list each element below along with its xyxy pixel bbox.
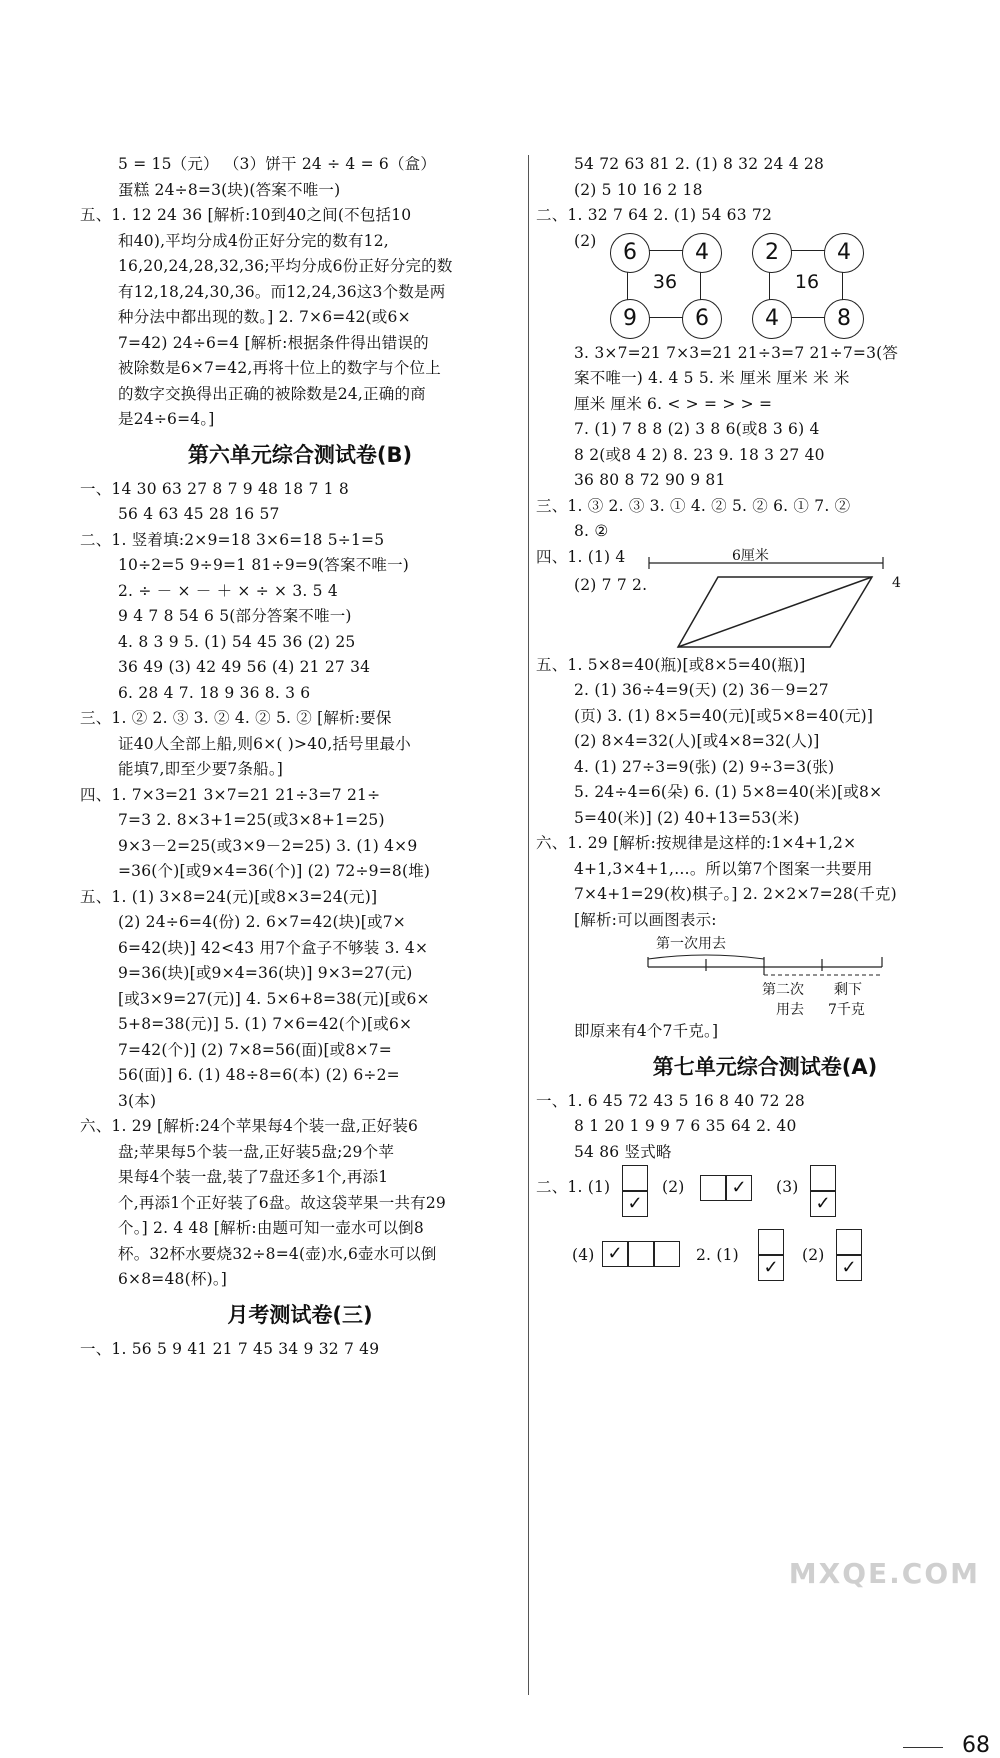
- text-line: 9 4 7 8 54 6 5(部分答案不唯一): [118, 607, 352, 625]
- text-line: 有12,18,24,30,36。而12,24,36这3个数是两: [118, 282, 446, 301]
- checked-box: ✓: [836, 1255, 862, 1281]
- text-line: 36 49 (3) 42 49 56 (4) 21 27 34: [118, 658, 371, 676]
- answer-block-unit6a-end: [80, 152, 520, 433]
- text-line: 8. ②: [574, 522, 609, 540]
- section-title-monthly-test-3: 月考测试卷(三): [227, 1302, 373, 1327]
- text-line: 5 = 15（元） （3）饼干 24 ÷ 4 = 6（盒）: [118, 155, 437, 173]
- text-line: 能填7,即至少要7条船。]: [118, 760, 284, 778]
- watermark-logo: MXQE.COM: [788, 1557, 980, 1590]
- text-line: 四、1. (1) 4: [536, 547, 626, 566]
- text-line: 7×4+1=29(枚)棋子。] 2. 2×2×7=28(千克): [574, 885, 897, 903]
- text-line: 即原来有4个7千克。]: [574, 1022, 719, 1040]
- text-line: 盘;苹果每5个装一盘,正好装5盘;29个苹: [118, 1142, 395, 1161]
- text-line: 证40人全部上船,则6×( )>40,括号里最小: [118, 734, 411, 753]
- section-title-unit6b: 第六单元综合测试卷(B): [187, 442, 413, 467]
- text-line: [解析:可以画图表示:: [574, 910, 717, 929]
- text-line: 8 2(或8 4 2) 8. 23 9. 18 3 27 40: [574, 445, 825, 464]
- text-line: 五、1. (1) 3×8=24(元)[或8×3=24(元)]: [80, 887, 378, 906]
- text-line: 和40),平均分成4份正好分完的数有12,: [118, 231, 389, 250]
- page-number-rule: [903, 1747, 943, 1748]
- center-number: 36: [652, 270, 678, 293]
- text-line: 16,20,24,28,32,36;平均分成6份正好分完的数: [118, 257, 453, 275]
- text-line: 6×8=48(杯)。]: [118, 1270, 228, 1288]
- text-line: 9×3－2=25(或3×9－2=25) 3. (1) 4×9: [118, 836, 418, 855]
- tape-label: 7千克: [828, 1002, 865, 1018]
- text-line: 三、1. ③ 2. ③ 3. ① 4. ② 5. ② 6. ① 7. ②: [536, 496, 851, 515]
- number-square-1: [610, 233, 720, 337]
- text-line: 6. 28 4 7. 18 9 36 8. 3 6: [118, 683, 311, 702]
- left-column: [80, 152, 520, 1362]
- tape-label: 剩下: [834, 982, 862, 998]
- circle-number: 8: [824, 299, 864, 339]
- parallelogram: [676, 575, 876, 651]
- circle-number: 9: [610, 299, 650, 339]
- text-line: 是24÷6=4。]: [118, 410, 215, 428]
- tape-lines: [646, 951, 886, 981]
- tape-label: 第二次: [762, 982, 804, 998]
- empty-box: [622, 1165, 648, 1191]
- text-line: 四、1. 7×3=21 3×7=21 21÷3=7 21÷: [80, 785, 381, 804]
- geometry-section: [536, 545, 994, 653]
- text-line: 10÷2=5 9÷9=1 81÷9=9(答案不唯一): [118, 556, 410, 574]
- text-line: 6=42(块)] 42<43 用7个盒子不够装 3. 4×: [118, 938, 429, 957]
- checked-box: ✓: [810, 1191, 836, 1217]
- text-line: 二、1. 32 7 64 2. (1) 54 63 72: [536, 206, 773, 224]
- checkbox-answers: [536, 1165, 994, 1283]
- text-line: 被除数是6×7=42,再将十位上的数字与个位上: [118, 359, 441, 377]
- text-line: 5. 24÷4=6(朵) 6. (1) 5×8=40(米)[或8×: [574, 783, 883, 801]
- text-line: (2) 7 7 2.: [574, 575, 648, 594]
- text-line: 个,再添1个正好装了6盘。故这袋苹果一共有29: [118, 1193, 446, 1212]
- text-line: 案不唯一) 4. 4 5 5. 米 厘米 厘米 米 米: [574, 369, 850, 387]
- text-line: 4. (1) 27÷3=9(张) (2) 9÷3=3(张): [574, 757, 835, 776]
- number-square-2: [752, 233, 862, 337]
- empty-box: [810, 1165, 836, 1191]
- text-line: 个。] 2. 4 48 [解析:由题可知一壶水可以倒8: [118, 1219, 424, 1237]
- parallelogram-label: 4: [892, 574, 901, 591]
- text-line: 4+1,3×4+1,…。所以第7个图案一共要用: [574, 859, 873, 878]
- text-line: =36(个)[或9×4=36(个)] (2) 72÷9=8(堆): [118, 862, 431, 880]
- checkbox-group-5: [758, 1229, 784, 1281]
- text-line: 种分法中都出现的数。] 2. 7×6=42(或6×: [118, 308, 411, 326]
- tape-label-top: 第一次用去: [656, 936, 726, 952]
- text-line: (3): [776, 1178, 799, 1196]
- center-number: 16: [794, 270, 820, 293]
- text-line: (2): [802, 1246, 825, 1264]
- checkbox-group-6: [836, 1229, 862, 1281]
- text-line: (2) 8×4=32(人)[或4×8=32(人)]: [574, 732, 820, 750]
- checkbox-group-4: [602, 1241, 680, 1267]
- text-line: 一、14 30 63 27 8 7 9 48 18 7 1 8: [80, 479, 349, 498]
- checkbox-group-3: [810, 1165, 836, 1217]
- answer-block-unit6b: [80, 477, 520, 1293]
- answer-block-monthly-test-3: [80, 1337, 520, 1363]
- text-line: 三、1. ② 2. ③ 3. ② 4. ② 5. ② [解析:要保: [80, 709, 392, 727]
- text-line: 4. 8 3 9 5. (1) 54 45 36 (2) 25: [118, 632, 356, 651]
- text-line: 的数字交换得出正确的被除数是24,正确的商: [118, 384, 426, 403]
- circle-number: 4: [682, 233, 722, 273]
- text-line: (4): [572, 1246, 595, 1264]
- text-line: 5=40(米)] (2) 40+13=53(米): [574, 808, 800, 827]
- empty-box: [628, 1241, 654, 1267]
- circle-number: 4: [752, 299, 792, 339]
- checked-box: ✓: [622, 1191, 648, 1217]
- text-line: 3(本): [118, 1091, 157, 1110]
- text-line: 六、1. 29 [解析:24个苹果每4个装一盘,正好装6: [80, 1117, 419, 1135]
- checked-box: ✓: [602, 1241, 628, 1267]
- text-line: 7. (1) 7 8 8 (2) 3 8 6(或8 3 6) 4: [574, 420, 820, 438]
- checked-box: ✓: [758, 1255, 784, 1281]
- text-line: 五、1. 12 24 36 [解析:10到40之间(不包括10: [80, 206, 412, 224]
- empty-box: [758, 1229, 784, 1255]
- text-line: 二、1. 竖着填:2×9=18 3×6=18 5÷1=5: [80, 530, 385, 549]
- text-line: 7=42) 24÷6=4 [解析:根据条件得出错误的: [118, 333, 429, 352]
- number-square-diagrams: [536, 229, 994, 341]
- circle-number: 6: [610, 233, 650, 273]
- text-line: 9=36(块)[或9×4=36(块)] 9×3=27(元): [118, 964, 413, 982]
- text-line: 54 86 竖式略: [574, 1142, 672, 1161]
- empty-box: [700, 1175, 726, 1201]
- text-line: 56 4 63 45 28 16 57: [118, 505, 280, 523]
- column-divider: [528, 155, 529, 1695]
- text-line: 果每4个装一盘,装了7盘还多1个,再添1: [118, 1168, 389, 1186]
- text-line: (2) 24÷6=4(份) 2. 6×7=42(块)[或7×: [118, 913, 406, 931]
- text-line: 2. ÷ － × － ＋ × ÷ × 3. 5 4: [118, 581, 338, 600]
- text-line: 3. 3×7=21 7×3=21 21÷3=7 21÷7=3(答: [574, 343, 899, 362]
- page-number: 68: [962, 1733, 990, 1758]
- text-line: (页) 3. (1) 8×5=40(元)[或5×8=40(元)]: [574, 706, 874, 725]
- empty-box: [836, 1229, 862, 1255]
- text-line: 36 80 8 72 90 9 81: [574, 471, 726, 489]
- text-line: 蛋糕 24÷8=3(块)(答案不唯一): [118, 180, 341, 199]
- text-line: 5+8=38(元)] 5. (1) 7×6=42(个)[或6×: [118, 1015, 413, 1033]
- tape-label: 用去: [776, 1002, 804, 1018]
- text-line: 五、1. 5×8=40(瓶)[或8×5=40(瓶)]: [536, 655, 806, 674]
- text-line: 一、1. 56 5 9 41 21 7 45 34 9 32 7 49: [80, 1339, 380, 1358]
- checkbox-group-2: [700, 1175, 752, 1201]
- text-line: [或3×9=27(元)] 4. 5×6+8=38(元)[或6×: [118, 989, 430, 1008]
- text-line: (2): [662, 1178, 685, 1196]
- section-title-unit7a: 第七单元综合测试卷(A): [652, 1054, 878, 1079]
- text-line: 二、1. (1): [536, 1178, 611, 1196]
- circle-number: 2: [752, 233, 792, 273]
- ruler-label: 6厘米: [732, 547, 769, 564]
- checked-box: ✓: [726, 1175, 752, 1201]
- text-line: 2. (1): [696, 1246, 739, 1264]
- text-line: 一、1. 6 45 72 43 5 16 8 40 72 28: [536, 1091, 805, 1110]
- text-line: 厘米 厘米 6. < > = > > =: [574, 394, 773, 413]
- text-line: 杯。32杯水要烧32÷8=4(壶)水,6壶水可以倒: [118, 1244, 437, 1263]
- text-line: 54 72 63 81 2. (1) 8 32 24 4 28: [574, 155, 824, 173]
- tape-diagram: [536, 933, 994, 1019]
- text-line: 7=42(个)] (2) 7×8=56(面)[或8×7=: [118, 1040, 392, 1059]
- right-column: [536, 152, 994, 1283]
- text-line: (2): [574, 231, 597, 250]
- text-line: 56(面)] 6. (1) 48÷8=6(本) (2) 6÷2=: [118, 1066, 400, 1084]
- text-line: 8 1 20 1 9 9 7 6 35 64 2. 40: [574, 1117, 797, 1135]
- checkbox-group-1: [622, 1165, 648, 1217]
- circle-number: 4: [824, 233, 864, 273]
- text-line: 六、1. 29 [解析:按规律是这样的:1×4+1,2×: [536, 834, 857, 852]
- text-line: (2) 5 10 16 2 18: [574, 180, 703, 199]
- circle-number: 6: [682, 299, 722, 339]
- text-line: 7=3 2. 8×3+1=25(或3×8+1=25): [118, 811, 385, 829]
- text-line: 2. (1) 36÷4=9(天) (2) 36－9=27: [574, 681, 829, 699]
- empty-box: [654, 1241, 680, 1267]
